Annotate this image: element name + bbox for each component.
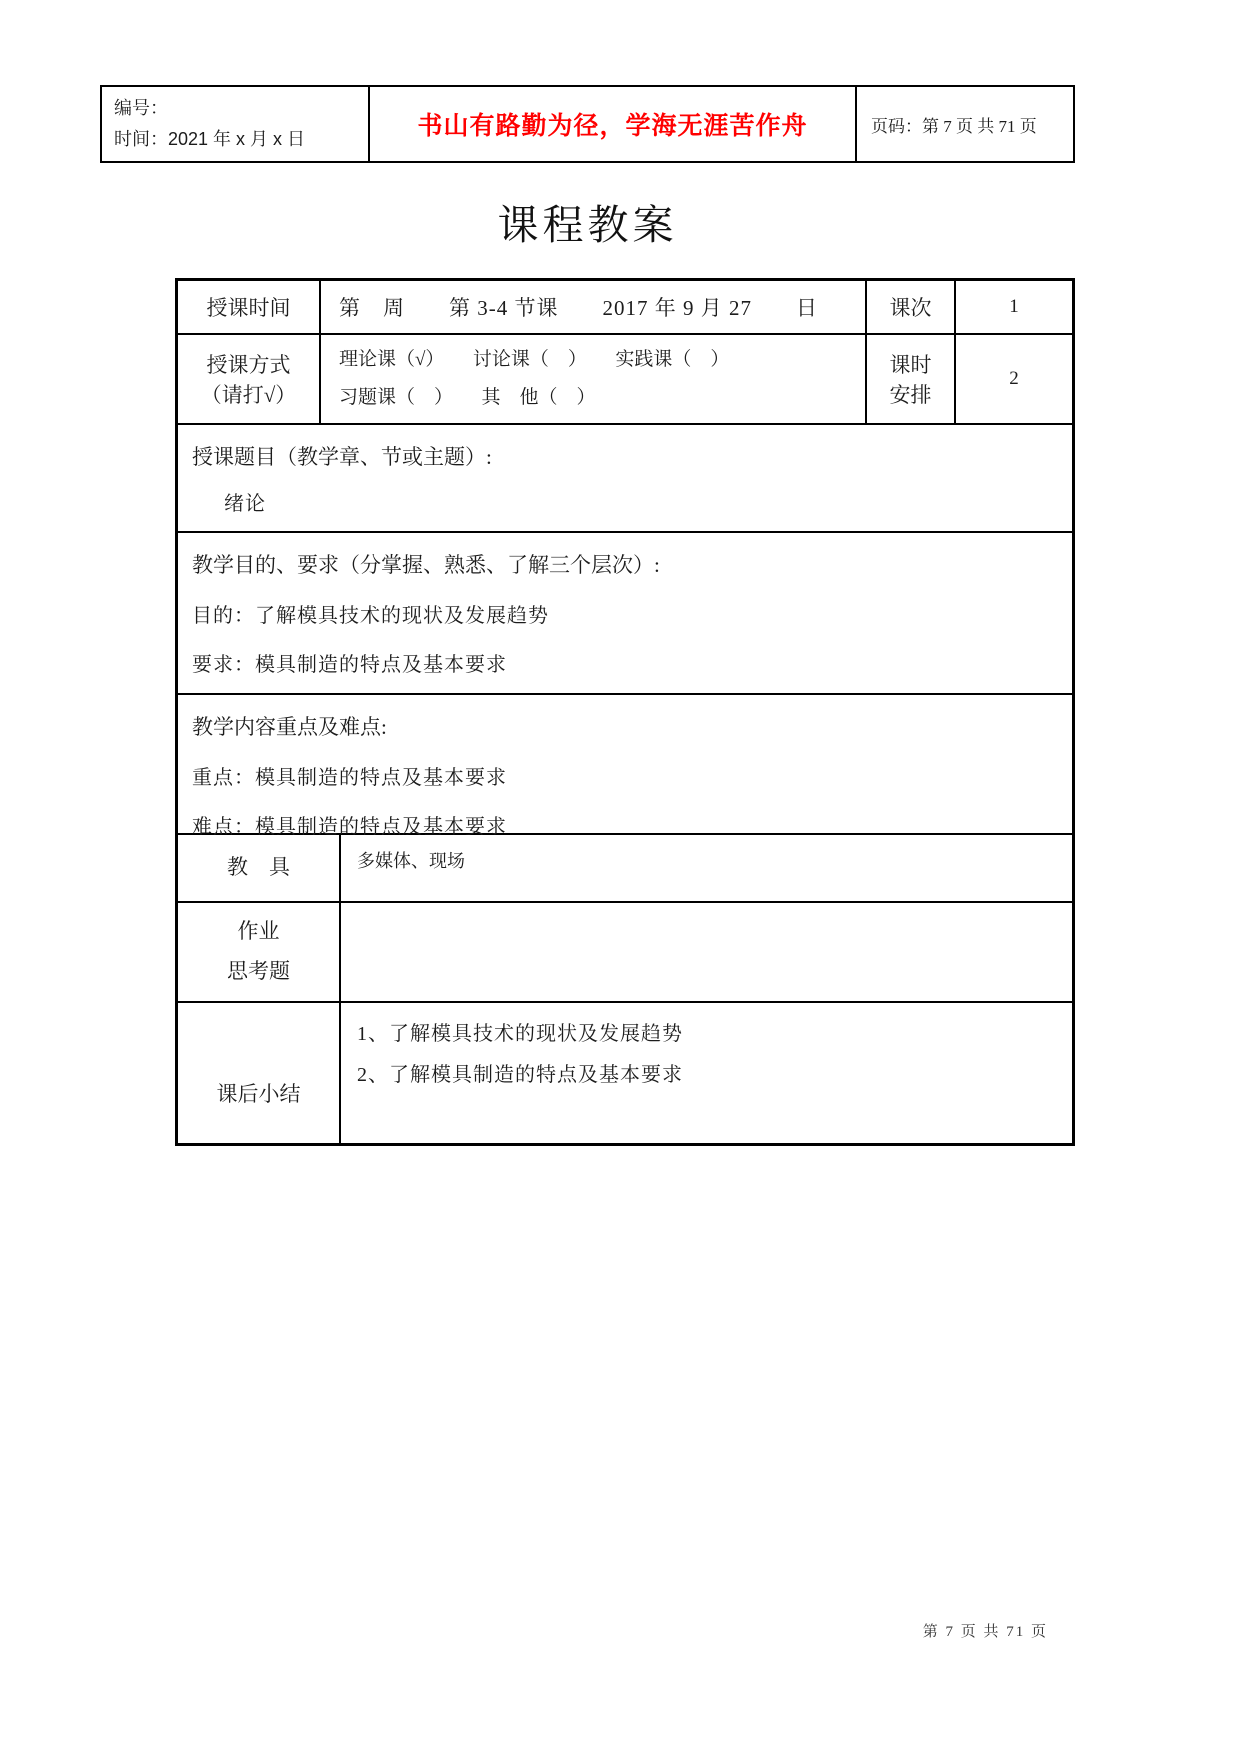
summary-label-cell [178,1003,341,1143]
document-time-label: 时间：2021 年 x 月 x 日 [114,129,306,149]
key-points-difficulty: 难点：模具制造的特点及基本要求 [192,816,507,838]
table-row-summary [178,1003,1072,1143]
key-points-cell [178,695,1072,838]
objectives-purpose: 目的：了解模具技术的现状及发展趋势 [192,605,549,627]
session-value-cell [956,281,1072,333]
topic-heading: 授课题目（教学章、节或主题）: [192,445,492,469]
table-row-key-points [178,695,1072,838]
document-header-table [100,85,1075,163]
aids-label-cell [178,835,341,901]
teach-method-label-cell [178,335,321,423]
teach-time-label-cell [178,281,321,333]
table-row-aids [178,835,1072,903]
teach-time-label: 授课时间 [206,296,291,320]
hours-value-cell [956,335,1072,423]
table-row-objectives [178,533,1072,695]
table-row-topic [178,425,1072,533]
homework-label-line2: 思考题 [227,959,290,983]
page-title: 课程教案 [497,202,678,248]
header-motto-cell [370,87,857,161]
objectives-requirement: 要求：模具制造的特点及基本要求 [192,654,507,676]
homework-label-line1: 作业 [237,919,280,944]
footer-page-info: 第 7 页 共 71 页 [922,1624,1048,1640]
summary-item-2: 2、了解模具制造的特点及基本要求 [357,1064,683,1086]
table-row-homework [178,903,1072,1003]
table-row-teach-time [178,281,1072,335]
summary-item-1: 1、了解模具技术的现状及发展趋势 [357,1023,683,1045]
homework-value-cell [341,903,1072,1001]
header-id-cell [102,87,370,161]
session-label-cell [867,281,956,333]
hours-label-cell [867,335,956,423]
table-row-teach-method [178,335,1072,425]
teach-time-value-cell [321,281,867,333]
session-value: 1 [1009,296,1019,317]
hours-label-line2: 安排 [889,383,932,407]
header-page-cell [857,87,1073,161]
aids-label: 教 具 [227,855,290,880]
teach-method-label-line2: （请打√） [200,383,297,407]
teach-time-value: 第 周 第 3-4 节课 2017 年 9 月 27 日 [339,296,818,320]
motto-text: 书山有路勤为径，学海无涯苦作舟 [417,112,808,140]
aids-value-cell [341,835,1072,901]
hours-value: 2 [1009,368,1019,389]
key-points-emphasis: 重点：模具制造的特点及基本要求 [192,767,507,789]
summary-label: 课后小结 [216,1082,301,1107]
teach-method-options-line2: 习题课（ ） 其 他（ ） [339,387,596,408]
topic-content: 绪论 [224,493,266,515]
hours-label-line1: 课时 [889,353,932,377]
page-number-label: 页码：第 7 页 共 71 页 [871,116,1037,136]
teach-method-label-line1: 授课方式 [206,353,291,377]
teach-method-options-cell [321,335,867,423]
lesson-plan-table [175,278,1075,1146]
objectives-heading: 教学目的、要求（分掌握、熟悉、了解三个层次）: [192,553,660,577]
key-points-heading: 教学内容重点及难点: [192,715,387,739]
objectives-cell [178,533,1072,693]
aids-value: 多媒体、现场 [357,851,465,871]
homework-label-cell [178,903,341,1001]
summary-content-cell [341,1003,1072,1143]
session-label: 课次 [889,296,932,320]
teach-method-options-line1: 理论课（√） 讨论课（ ） 实践课（ ） [339,349,730,370]
topic-cell [178,425,1072,531]
document-number-label: 编号： [114,98,168,119]
